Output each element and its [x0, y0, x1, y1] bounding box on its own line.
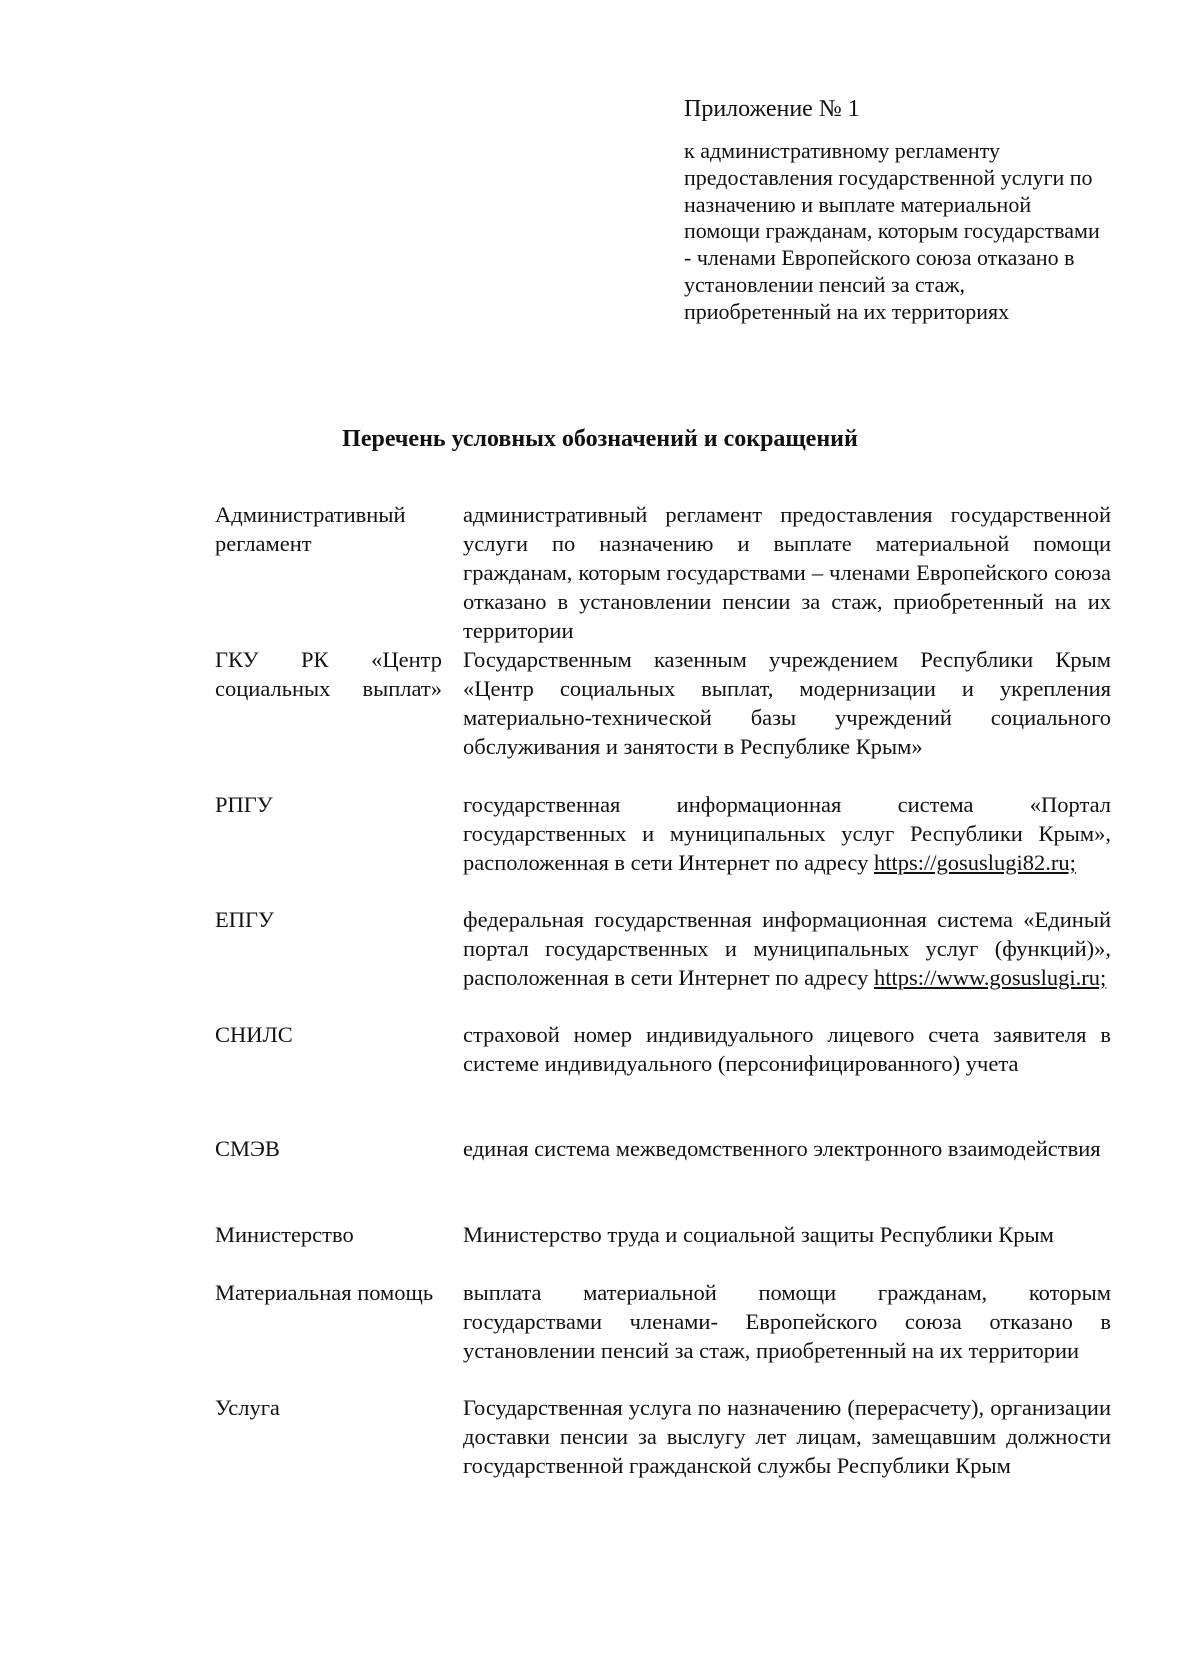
abbreviation-definition: Государственным казенным учреждением Республики Крым «Центр социальных выплат, модернизации и укрепления материально-технической базы учреждений социального обслуживания и занятости в Республике Крым»	[463, 647, 1111, 759]
portal-link[interactable]: https://gosuslugi82.ru;	[873, 850, 1076, 875]
portal-link[interactable]: https://www.gosuslugi.ru;	[873, 965, 1107, 990]
abbreviation-definition	[463, 905, 1111, 992]
abbreviation-term: Министерство	[215, 1222, 354, 1247]
abbreviation-definition: Государственная услуга по назначению (перерасчету), организации доставки пенсии за выслугу лет лицам, замещавшим должности государственной гражданской службы Республики Крым	[463, 1395, 1111, 1478]
abbreviation-definition: единая система межведомственного электронного взаимодействия	[463, 1136, 1101, 1161]
abbreviation-definition: страховой номер индивидуального лицевого счета заявителя в системе индивидуального (персонифицированного) учета	[463, 1022, 1111, 1076]
abbreviation-term: Материальная помощь	[215, 1280, 434, 1305]
abbreviation-term: СМЭВ	[215, 1136, 280, 1161]
definition-text: государственная информационная система «Портал государственных и муниципальных услуг Республики Крым», расположенная в сети Интернет по адресу	[463, 792, 1111, 875]
abbreviation-term: ГКУ РК «Центр социальных выплат»	[215, 647, 442, 701]
page-title: Перечень условных обозначений и сокращений	[342, 426, 858, 452]
appendix-number: Приложение № 1	[684, 96, 860, 122]
definition-text: федеральная государственная информационная система «Единый портал государственных и муниципальных услуг (функций)», расположенная в сети Интернет по адресу	[463, 907, 1111, 990]
abbreviation-definition: административный регламент предоставления государственной услуги по назначению и выплате материальной помощи гражданам, которым государствами – членами Европейского союза отказано в установлении пенсии за стаж, приобретенный на их территории	[463, 502, 1111, 643]
abbreviation-definition: Министерство труда и социальной защиты Республики Крым	[463, 1222, 1054, 1247]
appendix-block	[684, 94, 1104, 326]
appendix-description: к административному регламенту предоставления государственной услуги по назначению и выплате материальной помощи гражданам, которым государствами - членами Европейского союза отказано в установлении пенсий за стаж, приобретенный на их территориях	[684, 138, 1100, 324]
abbreviation-definition: выплата материальной помощи гражданам, которым государствами членами- Европейского союза отказано в установлении пенсий за стаж, приобретенный на их территории	[463, 1280, 1111, 1363]
abbreviation-term: РПГУ	[215, 792, 273, 817]
abbreviation-term: Административный регламент	[215, 502, 406, 556]
abbreviation-term: Услуга	[215, 1395, 280, 1420]
abbreviation-term: СНИЛС	[215, 1022, 293, 1047]
abbreviation-term: ЕПГУ	[215, 907, 274, 932]
abbreviation-definition	[463, 790, 1111, 877]
